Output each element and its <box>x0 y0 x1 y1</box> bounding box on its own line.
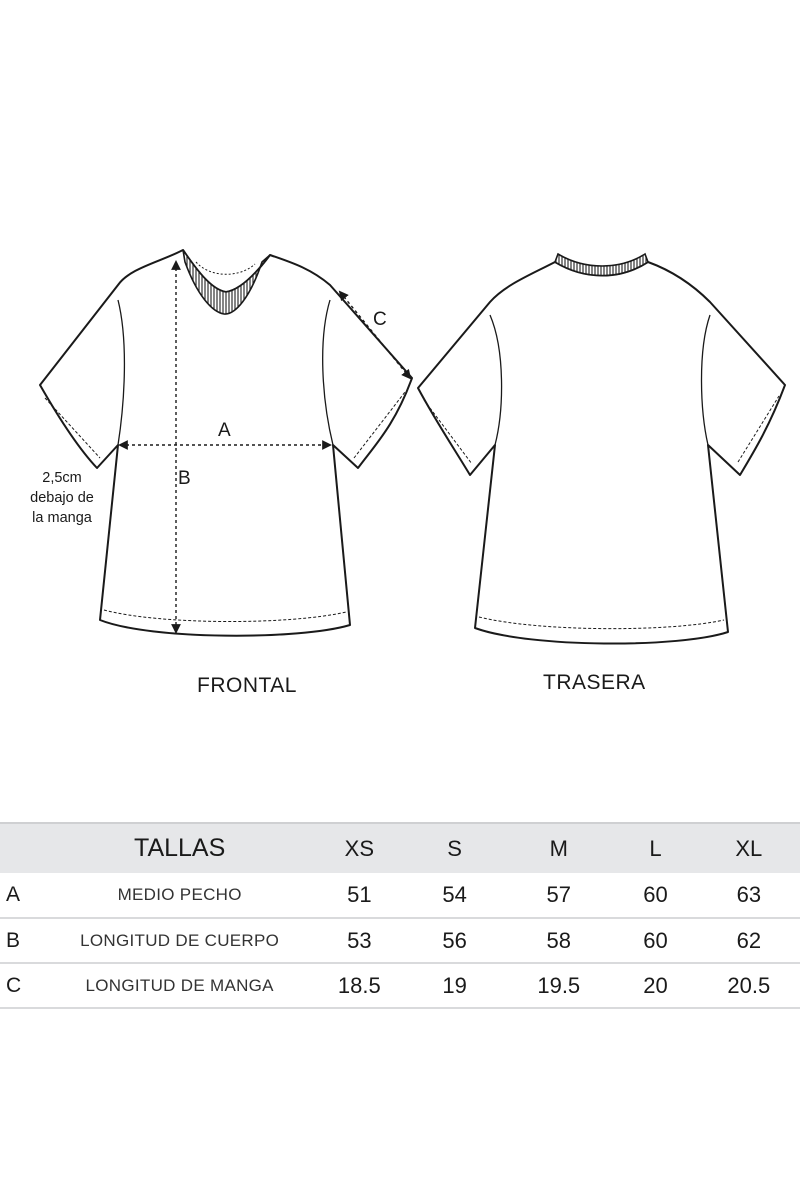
note-line: debajo de <box>30 490 94 506</box>
row-label: MEDIO PECHO <box>117 885 242 904</box>
cell-value: 63 <box>736 882 762 907</box>
cell-value: 60 <box>643 882 668 907</box>
note-line: la manga <box>32 510 92 526</box>
back-collar <box>555 254 648 276</box>
table-row <box>0 873 800 918</box>
front-collar <box>183 250 270 314</box>
table-row <box>0 918 800 963</box>
table-row <box>0 963 800 1008</box>
measure-b-label: B <box>178 468 191 489</box>
row-letter: C <box>6 973 22 997</box>
size-header: M <box>549 835 568 861</box>
cell-value: 51 <box>347 882 372 907</box>
cell-value: 57 <box>546 882 571 907</box>
cell-value: 56 <box>442 927 467 953</box>
row-label: LONGITUD DE MANGA <box>85 975 274 995</box>
cell-value: 19 <box>442 972 467 998</box>
back-shirt <box>418 262 785 644</box>
row-letter: A <box>6 883 21 906</box>
sleeve-note <box>12 468 112 528</box>
cell-value: 62 <box>736 927 762 953</box>
cell-value: 53 <box>347 927 372 953</box>
size-header: XS <box>344 835 375 861</box>
cell-value: 20 <box>643 972 668 998</box>
front-caption: FRONTAL <box>197 674 297 697</box>
row-letter: B <box>6 928 21 952</box>
note-line: 2,5cm <box>42 470 82 486</box>
size-table <box>0 822 800 1009</box>
measure-c-label: C <box>373 309 387 330</box>
cell-value: 18.5 <box>337 972 381 998</box>
cell-value: 60 <box>643 927 668 953</box>
header-title: TALLAS <box>134 834 226 862</box>
size-header: XL <box>735 835 763 861</box>
size-header: L <box>649 835 662 861</box>
cell-value: 58 <box>546 927 571 953</box>
row-label: LONGITUD DE CUERPO <box>80 930 280 950</box>
back-caption: TRASERA <box>543 671 646 694</box>
measure-a-label: A <box>218 420 231 441</box>
cell-value: 54 <box>442 882 467 907</box>
size-header: S <box>447 835 462 861</box>
cell-value: 20.5 <box>727 972 771 998</box>
cell-value: 19.5 <box>537 972 581 998</box>
table-header-row <box>0 823 800 873</box>
